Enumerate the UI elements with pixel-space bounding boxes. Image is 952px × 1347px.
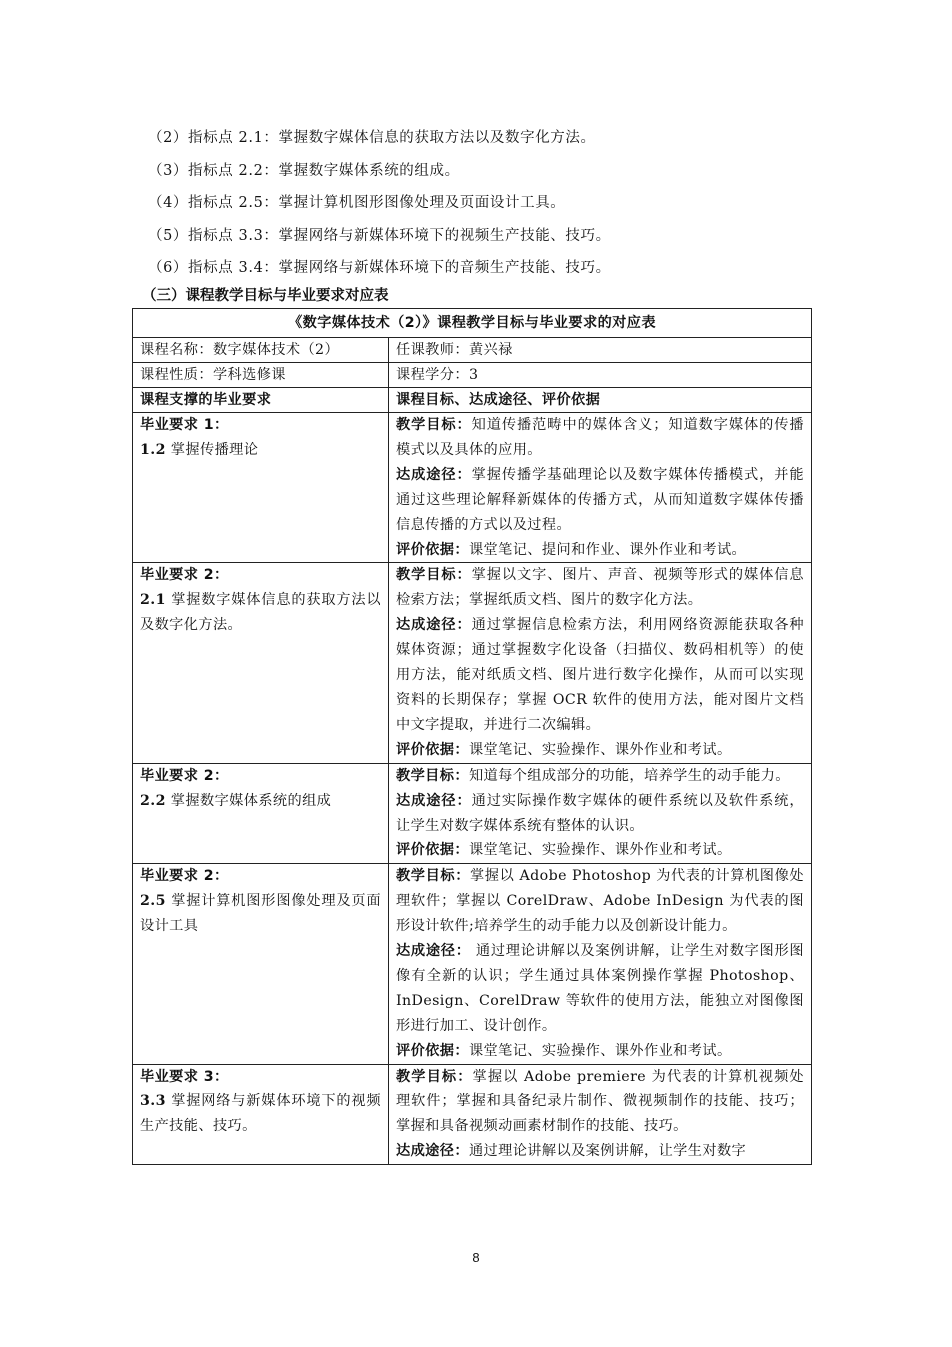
- goal-label: 教学目标：: [396, 1068, 473, 1085]
- eval-text: 课堂笔记、实验操作、课外作业和考试。: [468, 1042, 732, 1059]
- requirement-code: 2.1: [140, 592, 166, 609]
- requirement-code: 2.5: [140, 893, 166, 910]
- goal-text: 掌握以 Adobe Photoshop 为代表的计算机图像处理软件；掌握以 CorelDraw、Adobe InDesign 为代表的图形设计软件;培养学生的动手能力以及创新设计能力。: [396, 868, 804, 935]
- header-objectives: 课程目标、达成途径、评价依据: [389, 388, 812, 413]
- path-text: 通过实际操作数字媒体的硬件系统以及软件系统，让学生对数字媒体系统有整体的认识。: [396, 792, 804, 834]
- requirement-title: 毕业要求 2：: [140, 868, 229, 885]
- eval-text: 课堂笔记、提问和作业、课外作业和考试。: [468, 541, 747, 558]
- requirement-title: 毕业要求 3：: [140, 1068, 229, 1085]
- eval-label: 评价依据：: [396, 741, 469, 758]
- goal-label: 教学目标：: [396, 567, 472, 584]
- goal-text: 知道传播范畴中的媒体含义；知道数字媒体的传播模式以及具体的应用。: [396, 417, 804, 458]
- goal-text: 掌握以 Adobe premiere 为代表的计算机视频处理软件；掌握和具备纪录片制作、微视频制作的技能、技巧；掌握和具备视频动画素材制作的技能、技巧。: [396, 1068, 804, 1135]
- path-text: 掌握传播学基础理论以及数字媒体传播模式，并能通过这些理论解释新媒体的传播方式，从而知道数字媒体传播信息传播的方式以及过程。: [396, 466, 804, 533]
- requirement-code: 2.2: [140, 792, 166, 809]
- table-row: [133, 763, 812, 864]
- objectives-mapping-table: [132, 308, 812, 1165]
- eval-text: 课堂笔记、实验操作、课外作业和考试。: [468, 842, 732, 859]
- requirement-cell: [133, 413, 389, 563]
- path-label: 达成途径：: [396, 617, 472, 634]
- requirement-code: 1.2: [140, 441, 166, 458]
- objectives-cell: [389, 1064, 812, 1165]
- path-label: 达成途径：: [396, 792, 472, 809]
- indicator-point: （2）指标点 2.1：掌握数字媒体信息的获取方法以及数字化方法。: [148, 130, 596, 146]
- requirement-title: 毕业要求 2：: [140, 767, 229, 784]
- objectives-cell: [389, 413, 812, 563]
- path-label: 达成途径：: [396, 1143, 469, 1160]
- requirement-title: 毕业要求 2：: [140, 567, 229, 584]
- requirement-text: 掌握数字媒体系统的组成: [165, 792, 332, 809]
- course-name-cell: 课程名称：数字媒体技术（2）: [133, 338, 389, 363]
- path-text: 通过掌握信息检索方法，利用网络资源能获取各种媒体资源；通过掌握数字化设备（扫描仪、数码相机等）的使用方法，能对纸质文档、图片进行数字化操作，从而可以实现资料的长期保存；掌握 OCR 软件的使用方法，能对图片文档中文字提取，并进行二次编辑。: [396, 617, 804, 733]
- path-label: 达成途径：: [396, 943, 471, 960]
- indicator-point: （4）指标点 2.5：掌握计算机图形图像处理及页面设计工具。: [148, 195, 566, 211]
- table-row: [133, 563, 812, 763]
- goal-label: 教学目标：: [396, 417, 472, 433]
- table-title: 《数字媒体技术（2）》课程教学目标与毕业要求的对应表: [133, 309, 812, 338]
- goal-label: 教学目标：: [396, 767, 469, 784]
- eval-label: 评价依据：: [396, 541, 469, 558]
- path-text: 通过理论讲解以及案例讲解，让学生对数字图形图像有全新的认识；学生通过具体案例操作掌握 Photoshop、InDesign、CorelDraw 等软件的使用方法，能独立对图像图形进行加工、设计创作。: [396, 943, 804, 1034]
- section-heading: （三）课程教学目标与毕业要求对应表: [142, 288, 389, 304]
- eval-label: 评价依据：: [396, 842, 469, 859]
- teacher-cell: 任课教师：黄兴禄: [389, 338, 812, 363]
- requirement-cell: [133, 1064, 389, 1165]
- path-text: 通过理论讲解以及案例讲解，让学生对数字: [468, 1143, 747, 1160]
- course-type-cell: 课程性质：学科选修课: [133, 363, 389, 388]
- requirement-title: 毕业要求 1：: [140, 417, 229, 433]
- objectives-cell: [389, 864, 812, 1064]
- credits-cell: 课程学分：3: [389, 363, 812, 388]
- page-number: 8: [472, 1250, 480, 1265]
- indicator-point: （6）指标点 3.4：掌握网络与新媒体环境下的音频生产技能、技巧。: [148, 260, 611, 276]
- requirement-text: 掌握计算机图形图像处理及页面设计工具: [140, 893, 381, 935]
- path-label: 达成途径：: [396, 466, 472, 483]
- requirement-code: 3.3: [140, 1093, 166, 1110]
- goal-label: 教学目标：: [396, 868, 470, 885]
- indicator-point: （3）指标点 2.2：掌握数字媒体系统的组成。: [148, 162, 460, 179]
- objectives-cell: [389, 563, 812, 763]
- requirement-text: 掌握数字媒体信息的获取方法以及数字化方法。: [140, 592, 381, 634]
- indicator-points-list: [148, 122, 828, 285]
- eval-label: 评价依据：: [396, 1042, 469, 1059]
- requirement-text: 掌握传播理论: [165, 441, 259, 458]
- table-row: [133, 864, 812, 1064]
- table-row: [133, 413, 812, 563]
- indicator-point: （5）指标点 3.3：掌握网络与新媒体环境下的视频生产技能、技巧。: [148, 227, 611, 244]
- requirement-text: 掌握网络与新媒体环境下的视频生产技能、技巧。: [140, 1093, 381, 1135]
- requirement-cell: [133, 763, 389, 864]
- header-requirement: 课程支撑的毕业要求: [133, 388, 389, 413]
- objectives-cell: [389, 763, 812, 864]
- table-row: [133, 1064, 812, 1165]
- goal-text: 掌握以文字、图片、声音、视频等形式的媒体信息检索方法；掌握纸质文档、图片的数字化方法。: [396, 567, 804, 609]
- goal-text: 知道每个组成部分的功能，培养学生的动手能力。: [468, 767, 790, 784]
- requirement-cell: [133, 563, 389, 763]
- eval-text: 课堂笔记、实验操作、课外作业和考试。: [468, 741, 732, 758]
- requirement-cell: [133, 864, 389, 1064]
